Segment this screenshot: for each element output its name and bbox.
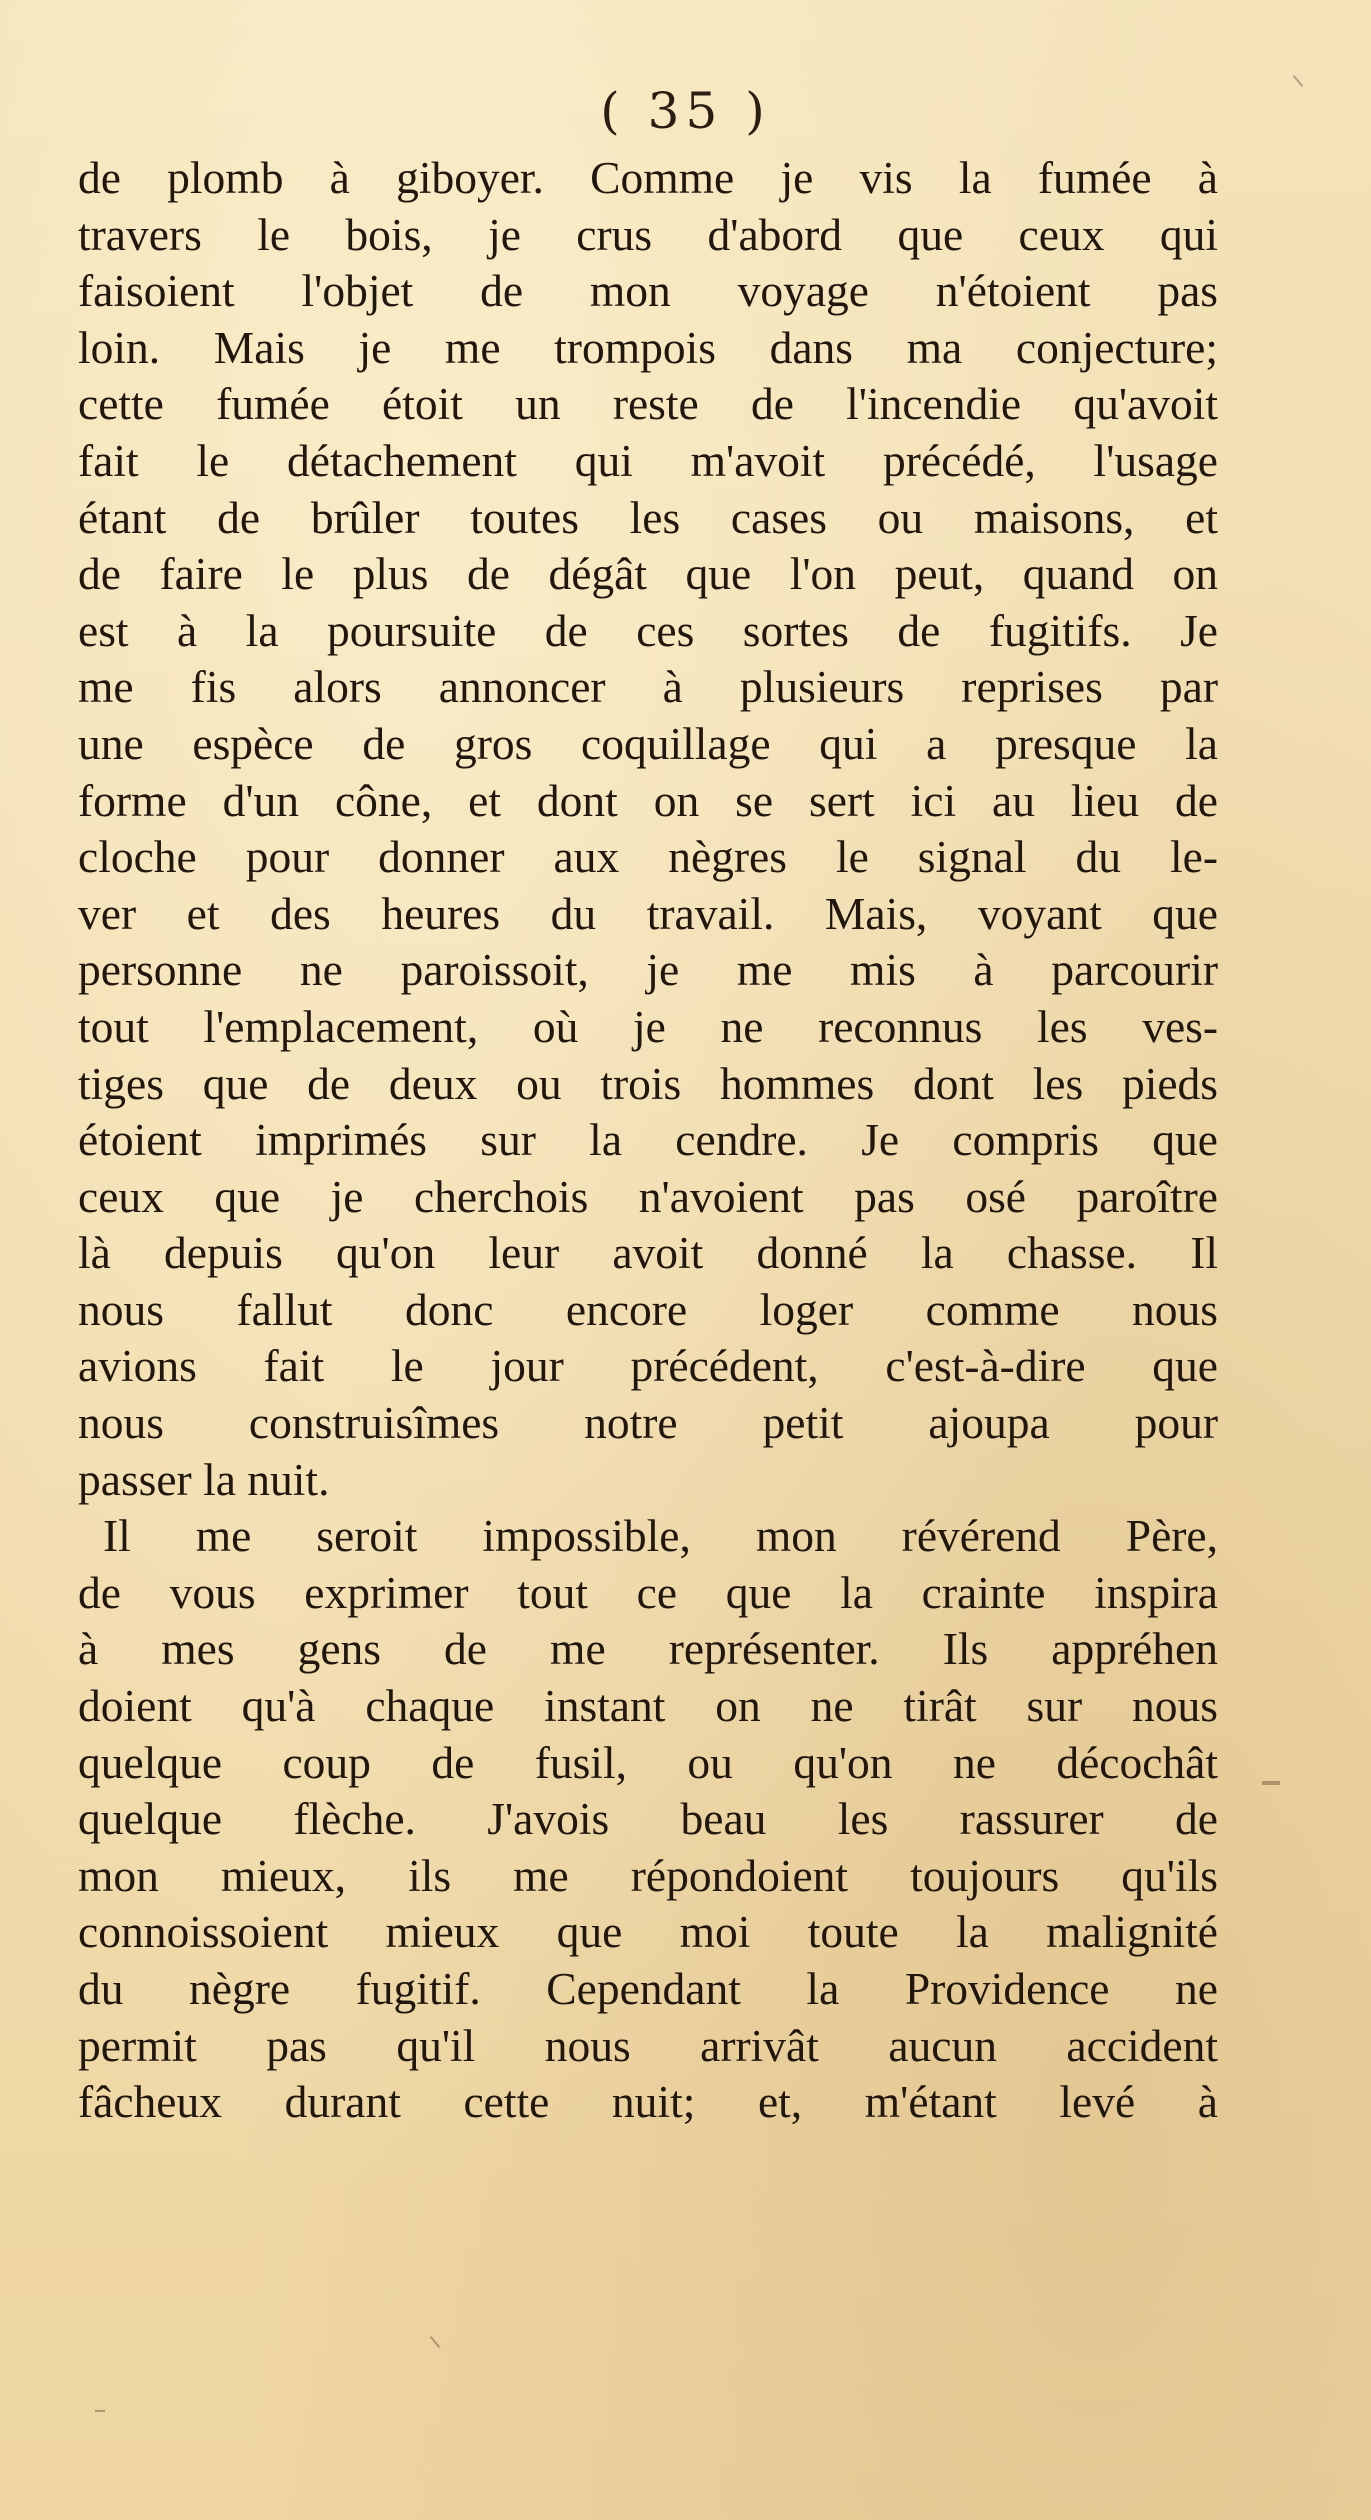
text-line: quelque flèche. J'avois beau les rassurer de: [78, 1793, 1218, 1845]
text-line: tiges que de deux ou trois hommes dont les pieds: [78, 1057, 1218, 1109]
text-line: de plomb à giboyer. Comme je vis la fumée à: [78, 152, 1218, 203]
paragraph-1: [78, 150, 1218, 1508]
text-line: mon mieux, ils me répondoient toujours qu'ils: [78, 1849, 1218, 1901]
text-line: est à la poursuite de ces sortes de fugitifs. Je: [78, 604, 1218, 656]
text-line: fâcheux durant cette nuit; et, m'étant levé à: [78, 2076, 1218, 2128]
text-line: cloche pour donner aux nègres le signal du le-: [78, 831, 1218, 883]
text-line: doient qu'à chaque instant on ne tirât sur nous: [78, 1680, 1218, 1732]
text-line: forme d'un cône, et dont on se sert ici au lieu de: [78, 774, 1218, 826]
ink-speck: [430, 2336, 441, 2348]
text-line: cette fumée étoit un reste de l'incendie qu'avoit: [78, 378, 1218, 430]
text-line: passer la nuit.: [78, 1453, 330, 1505]
text-line: avions fait le jour précédent, c'est-à-dire que: [78, 1340, 1218, 1392]
text-line: là depuis qu'on leur avoit donné la chasse. Il: [78, 1227, 1218, 1279]
text-line: quelque coup de fusil, ou qu'on ne décochât: [78, 1736, 1218, 1788]
paragraph-2: [78, 1508, 1218, 2131]
text-line: de vous exprimer tout ce que la crainte inspira: [78, 1566, 1218, 1618]
text-line: ceux que je cherchois n'avoient pas osé paroître: [78, 1170, 1218, 1222]
text-line: tout l'emplacement, où je ne reconnus les ves-: [78, 1000, 1218, 1052]
ink-speck: [1262, 1781, 1280, 1785]
text-line: loin. Mais je me trompois dans ma conjecture;: [78, 321, 1218, 373]
text-line: étoient imprimés sur la cendre. Je compris que: [78, 1114, 1218, 1166]
text-line: à mes gens de me représenter. Ils appréhen: [78, 1623, 1218, 1675]
text-line: de faire le plus de dégât que l'on peut, quand on: [78, 548, 1218, 600]
text-line: travers le bois, je crus d'abord que ceux qui: [78, 208, 1218, 260]
text-line: étant de brûler toutes les cases ou maisons, et: [78, 491, 1218, 543]
text-line: connoissoient mieux que moi toute la malignité: [78, 1906, 1218, 1958]
page-number: ( 35 ): [600, 82, 771, 140]
text-line: personne ne paroissoit, je me mis à parcourir: [78, 944, 1218, 996]
text-line: permit pas qu'il nous arrivât aucun accident: [78, 2019, 1218, 2071]
text-line: du nègre fugitif. Cependant la Providence ne: [78, 1963, 1218, 2014]
text-line: ver et des heures du travail. Mais, voyant que: [78, 887, 1218, 939]
text-line: faisoient l'objet de mon voyage n'étoient pas: [78, 265, 1218, 317]
text-line: nous fallut donc encore loger comme nous: [78, 1283, 1218, 1335]
body-text: [78, 150, 1218, 2131]
text-line: fait le détachement qui m'avoit précédé, l'usage: [78, 434, 1218, 486]
text-line: me fis alors annoncer à plusieurs reprises par: [78, 661, 1218, 713]
text-line: une espèce de gros coquillage qui a presque la: [78, 717, 1218, 769]
text-line: nous construisîmes notre petit ajoupa pour: [78, 1397, 1218, 1449]
text-line: Il me seroit impossible, mon révérend Père,: [103, 1510, 1218, 1562]
ink-speck: [95, 2410, 105, 2412]
